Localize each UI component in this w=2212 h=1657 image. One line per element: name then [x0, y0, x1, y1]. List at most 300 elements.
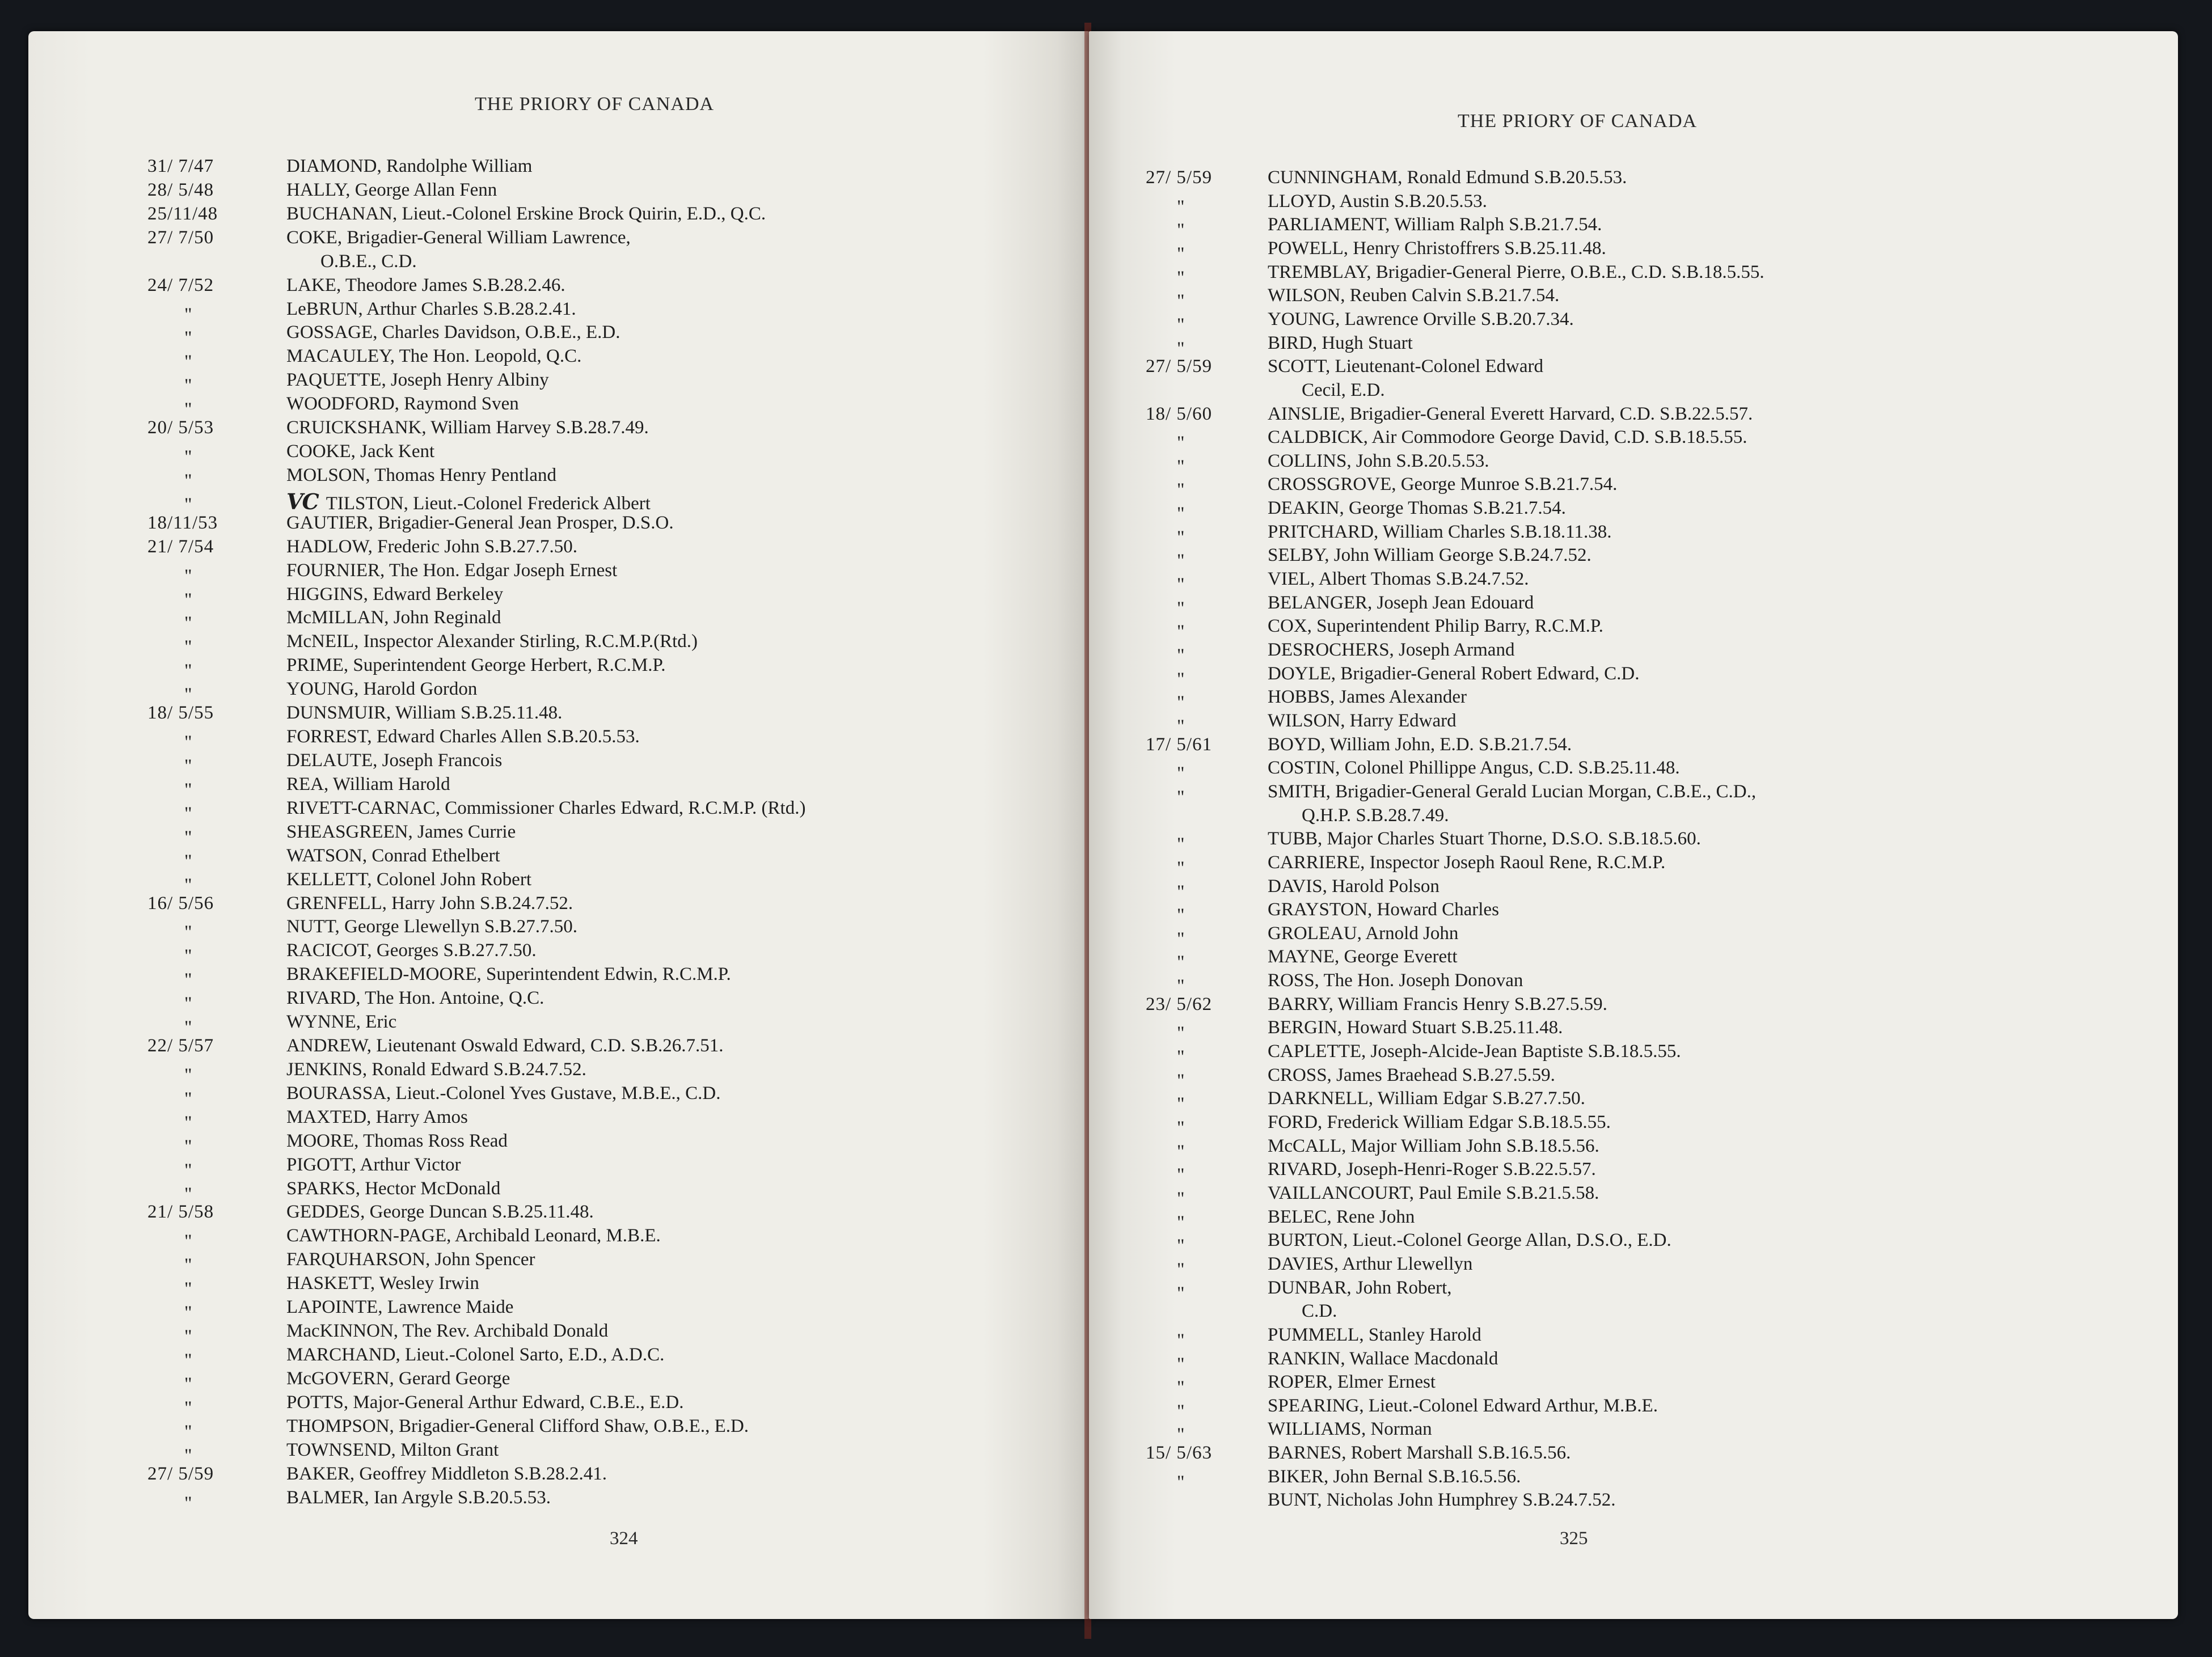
entry-date: ": [1177, 1070, 1185, 1091]
entry-row: [1089, 828, 2167, 853]
entry-row: [28, 964, 1061, 989]
entry-name: McMILLAN, John Reginald: [286, 607, 501, 628]
entry-row: [28, 1107, 1061, 1132]
entry-date: ": [184, 470, 193, 491]
entry-date: ": [184, 494, 193, 515]
entry-name: GROLEAU, Arnold John: [1268, 923, 1459, 944]
entry-row: [1089, 1349, 2167, 1373]
entry-row: [1089, 923, 2167, 948]
entry-date: ": [1177, 291, 1185, 312]
entry-row: [28, 299, 1061, 324]
entry-row: [1089, 1183, 2167, 1208]
entry-name: SCOTT, Lieutenant-Colonel Edward: [1268, 356, 1544, 377]
entry-date: ": [1177, 220, 1185, 241]
entry-date: ": [184, 661, 193, 682]
entry-name: VAILLANCOURT, Paul Emile S.B.21.5.58.: [1268, 1182, 1599, 1203]
entry-date: ": [1177, 456, 1185, 477]
entry-name: GRAYSTON, Howard Charles: [1268, 899, 1499, 920]
entry-date: 17/ 5/61: [1146, 734, 1213, 755]
entry-row: [28, 180, 1061, 205]
entry-row: [1089, 970, 2167, 995]
entry-row: [1089, 876, 2167, 901]
entry-date: 25/11/48: [147, 203, 218, 224]
entry-date: ": [184, 922, 193, 943]
entry-row: [28, 869, 1061, 894]
entry-name: REA, William Harold: [286, 773, 450, 794]
entry-date: ": [1177, 1401, 1185, 1422]
entry-date: 18/ 5/60: [1146, 403, 1213, 424]
entry-name: CROSSGROVE, George Munroe S.B.21.7.54.: [1268, 474, 1618, 495]
entry-date: ": [1177, 314, 1185, 335]
entry-name: SELBY, John William George S.B.24.7.52.: [1268, 545, 1592, 566]
entry-row: [28, 822, 1061, 847]
entry-date: ": [184, 1326, 193, 1347]
entry-date: ": [1177, 857, 1185, 878]
entry-name: SPEARING, Lieut.-Colonel Edward Arthur, M.B.E.: [1268, 1395, 1658, 1416]
entry-row: [28, 893, 1061, 918]
entry-name: DUNBAR, John Robert,: [1268, 1277, 1452, 1298]
entry-date: ": [1177, 243, 1185, 264]
entry-date: ": [184, 1493, 193, 1514]
entry-name: KELLETT, Colonel John Robert: [286, 869, 531, 890]
entry-name: PARLIAMENT, William Ralph S.B.21.7.54.: [1268, 214, 1602, 235]
entry-date: 27/ 5/59: [147, 1463, 214, 1484]
entry-date: ": [184, 328, 193, 349]
entry-row: [28, 846, 1061, 870]
entry-name: LLOYD, Austin S.B.20.5.53.: [1268, 191, 1487, 212]
entry-date: ": [1177, 1188, 1185, 1209]
entry-row: [28, 251, 1061, 276]
entry-row: [28, 204, 1061, 229]
entry-name: PRITCHARD, William Charles S.B.18.11.38.: [1268, 521, 1612, 542]
entry-row: [28, 1273, 1061, 1298]
entry-row: [1089, 333, 2167, 358]
entry-name: RIVARD, Joseph-Henri-Roger S.B.22.5.57.: [1268, 1159, 1596, 1180]
entry-date: ": [184, 1255, 193, 1276]
entry-row: [1089, 1419, 2167, 1444]
left-page: [28, 31, 1089, 1619]
entry-row: [28, 940, 1061, 965]
entry-date: ": [184, 803, 193, 824]
entry-row: [1089, 1017, 2167, 1042]
entry-row: [1089, 1466, 2167, 1491]
entry-date: ": [184, 1350, 193, 1371]
entry-name: ROSS, The Hon. Joseph Donovan: [1268, 970, 1523, 991]
entry-name: BIRD, Hugh Stuart: [1268, 332, 1413, 353]
entry-date: ": [184, 970, 193, 991]
entry-date: ": [184, 589, 193, 610]
entry-date: ": [184, 1112, 193, 1133]
entry-name: DIAMOND, Randolphe William: [286, 156, 533, 176]
entry-date: ": [1177, 480, 1185, 501]
entry-date: ": [184, 447, 193, 468]
entry-name: BARNES, Robert Marshall S.B.16.5.56.: [1268, 1443, 1571, 1464]
entry-name: GEDDES, George Duncan S.B.25.11.48.: [286, 1202, 594, 1223]
entry-name: CUNNINGHAM, Ronald Edmund S.B.20.5.53.: [1268, 167, 1627, 188]
entry-date: ": [184, 1373, 193, 1394]
entry-row: [28, 1035, 1061, 1060]
entry-date: ": [184, 1017, 193, 1038]
entry-row: [28, 1440, 1061, 1465]
entry-row: [1089, 356, 2167, 381]
entry-date: ": [184, 1303, 193, 1324]
entry-date: ": [1177, 551, 1185, 572]
entry-date: ": [1177, 527, 1185, 548]
entry-name: DUNSMUIR, William S.B.25.11.48.: [286, 703, 563, 724]
entry-row: [28, 536, 1061, 561]
right-page: [1089, 31, 2178, 1619]
entry-name: COX, Superintendent Philip Barry, R.C.M.P.: [1268, 616, 1603, 637]
entry-name: MARCHAND, Lieut.-Colonel Sarto, E.D., A.D.C.: [286, 1345, 665, 1365]
entry-row: [28, 1083, 1061, 1108]
entry-row: [28, 1178, 1061, 1203]
entry-date: 27/ 5/59: [1146, 356, 1213, 377]
entry-date: ": [1177, 645, 1185, 666]
entry-date: ": [184, 1445, 193, 1466]
entry-name: SPARKS, Hector McDonald: [286, 1178, 501, 1199]
entry-row: [1089, 758, 2167, 783]
entry-name: NUTT, George Llewellyn S.B.27.7.50.: [286, 916, 577, 937]
entry-date: ": [1177, 433, 1185, 454]
entry-date: ": [184, 399, 193, 420]
entry-name: FOURNIER, The Hon. Edgar Joseph Ernest: [286, 560, 618, 581]
entry-date: ": [184, 946, 193, 967]
entry-name: CAWTHORN-PAGE, Archibald Leonard, M.B.E.: [286, 1225, 661, 1246]
entry-name: WILSON, Reuben Calvin S.B.21.7.54.: [1268, 285, 1560, 306]
entry-row: [28, 1249, 1061, 1274]
entry-name: CALDBICK, Air Commodore George David, C.D. S.B.18.5.55.: [1268, 427, 1747, 448]
entry-date: ": [184, 684, 193, 705]
entry-row: [28, 1416, 1061, 1441]
entry-name: VIEL, Albert Thomas S.B.24.7.52.: [1268, 569, 1529, 590]
entry-row: [1089, 474, 2167, 499]
entry-date: ": [1177, 338, 1185, 359]
entry-date: ": [1177, 1259, 1185, 1280]
entry-row: [1089, 191, 2167, 216]
entry-date: ": [1177, 1472, 1185, 1493]
entry-date: ": [184, 994, 193, 1015]
entry-row: [28, 1321, 1061, 1346]
entry-row: [1089, 238, 2167, 263]
entry-name: PAQUETTE, Joseph Henry Albiny: [286, 370, 549, 391]
entry-row: [1089, 262, 2167, 287]
entry-row: [1089, 852, 2167, 877]
entry-date: ": [1177, 669, 1185, 690]
entry-date: ": [184, 565, 193, 586]
entry-name: PIGOTT, Arthur Victor: [286, 1154, 461, 1175]
entry-row: [1089, 687, 2167, 712]
entry-date: ": [1177, 1424, 1185, 1445]
entry-row: [1089, 899, 2167, 924]
entry-row: [28, 988, 1061, 1013]
entry-row: [28, 1368, 1061, 1393]
entry-name: RIVARD, The Hon. Antoine, Q.C.: [286, 988, 544, 1009]
entry-name: RIVETT-CARNAC, Commissioner Charles Edward, R.C.M.P. (Rtd.): [286, 797, 806, 818]
entry-name: COOKE, Jack Kent: [286, 441, 435, 462]
entry-row: [1089, 545, 2167, 570]
entry-name: Q.H.P. S.B.28.7.49.: [1302, 805, 1449, 826]
entry-date: 27/ 7/50: [147, 227, 214, 248]
entry-name: TOWNSEND, Milton Grant: [286, 1439, 499, 1460]
entry-date: ": [1177, 574, 1185, 595]
entry-date: ": [184, 1136, 193, 1157]
entry-row: [1089, 1254, 2167, 1279]
entry-name: BARRY, William Francis Henry S.B.27.5.59.: [1268, 994, 1607, 1015]
entry-name: DESROCHERS, Joseph Armand: [1268, 640, 1515, 660]
entry-date: 23/ 5/62: [1146, 994, 1213, 1015]
entry-name: YOUNG, Lawrence Orville S.B.20.7.34.: [1268, 308, 1574, 329]
entry-date: ": [1177, 881, 1185, 902]
entry-date: ": [184, 1160, 193, 1181]
entry-name: BELANGER, Joseph Jean Edouard: [1268, 592, 1534, 613]
entry-row: [1089, 1443, 2167, 1468]
entry-name: HADLOW, Frederic John S.B.27.7.50.: [286, 536, 577, 557]
entry-row: [1089, 569, 2167, 594]
entry-row: [1089, 711, 2167, 735]
entry-name: CROSS, James Braehead S.B.27.5.59.: [1268, 1064, 1555, 1085]
entry-name: LeBRUN, Arthur Charles S.B.28.2.41.: [286, 298, 576, 319]
entry-name: POTTS, Major-General Arthur Edward, C.B.E., E.D.: [286, 1392, 684, 1413]
entry-row: [28, 1225, 1061, 1250]
entry-row: [28, 703, 1061, 728]
entry-date: ": [1177, 928, 1185, 949]
entry-date: ": [1177, 1354, 1185, 1375]
entry-date: ": [184, 1231, 193, 1252]
entry-row: [28, 1155, 1061, 1180]
entry-name: [286, 489, 651, 514]
entry-row: [1089, 1159, 2167, 1184]
entry-row: [1089, 1065, 2167, 1090]
entry-date: ": [1177, 1023, 1185, 1044]
entry-name: GOSSAGE, Charles Davidson, O.B.E., E.D.: [286, 322, 620, 343]
entry-name: THOMPSON, Brigadier-General Clifford Shaw, O.B.E., E.D.: [286, 1415, 749, 1436]
entry-date: ": [184, 637, 193, 658]
entry-date: ": [1177, 1141, 1185, 1162]
entry-row: [28, 1464, 1061, 1489]
entry-name: PRIME, Superintendent George Herbert, R.C.M.P.: [286, 655, 666, 676]
entry-date: 15/ 5/63: [1146, 1443, 1213, 1464]
entry-name: Cecil, E.D.: [1302, 379, 1385, 400]
entry-date: ": [1177, 1236, 1185, 1257]
entry-row: [1089, 1301, 2167, 1326]
entry-date: ": [1177, 952, 1185, 973]
entry-name: BUCHANAN, Lieut.-Colonel Erskine Brock Quirin, E.D., Q.C.: [286, 203, 766, 224]
entry-row: [28, 1131, 1061, 1156]
entry-row: [1089, 1278, 2167, 1303]
entry-row: [1089, 285, 2167, 310]
entry-name: WATSON, Conrad Ethelbert: [286, 845, 500, 866]
entry-date: 21/ 7/54: [147, 536, 214, 557]
entry-name: AINSLIE, Brigadier-General Everett Harvard, C.D. S.B.22.5.57.: [1268, 403, 1753, 424]
entry-date: ": [1177, 598, 1185, 619]
entry-row: [1089, 167, 2167, 192]
entry-name: FARQUHARSON, John Spencer: [286, 1249, 535, 1270]
entry-row: [28, 1392, 1061, 1417]
entry-row: [1089, 1207, 2167, 1232]
entry-date: ": [184, 304, 193, 325]
entry-row: [28, 394, 1061, 419]
entry-name: BOYD, William John, E.D. S.B.21.7.54.: [1268, 734, 1572, 755]
entry-date: ": [184, 1397, 193, 1418]
entry-name: ROPER, Elmer Ernest: [1268, 1372, 1436, 1393]
entry-row: [1089, 1372, 2167, 1397]
entry-row: [1089, 309, 2167, 334]
entry-row: [1089, 1490, 2167, 1515]
entry-date: ": [1177, 622, 1185, 642]
entry-row: [1089, 1136, 2167, 1161]
entry-row: [28, 275, 1061, 300]
entry-row: [28, 774, 1061, 799]
entry-row: [1089, 1041, 2167, 1066]
page-header: THE PRIORY OF CANADA: [1458, 111, 1698, 132]
entry-date: ": [184, 756, 193, 776]
entry-date: ": [184, 732, 193, 753]
entry-date: ": [184, 352, 193, 373]
entry-row: [1089, 994, 2167, 1019]
entry-date: ": [184, 1183, 193, 1204]
entry-date: ": [184, 375, 193, 396]
entry-date: ": [1177, 267, 1185, 288]
entry-date: ": [1177, 1047, 1185, 1068]
entry-row: [1089, 734, 2167, 759]
entry-date: 16/ 5/56: [147, 893, 214, 914]
entry-name: DAVIES, Arthur Llewellyn: [1268, 1253, 1473, 1274]
entry-row: [1089, 946, 2167, 971]
entry-name: DOYLE, Brigadier-General Robert Edward, C.D.: [1268, 663, 1640, 684]
entry-date: ": [1177, 716, 1185, 737]
entry-name: HASKETT, Wesley Irwin: [286, 1273, 479, 1294]
entry-date: ": [1177, 763, 1185, 784]
entry-date: ": [1177, 787, 1185, 808]
entry-date: ": [184, 827, 193, 848]
entry-name: O.B.E., C.D.: [320, 251, 417, 272]
entry-row: [1089, 427, 2167, 452]
entry-name: YOUNG, Harold Gordon: [286, 679, 478, 700]
entry-name: HALLY, George Allan Fenn: [286, 179, 497, 200]
entry-name: BALMER, Ian Argyle S.B.20.5.53.: [286, 1487, 551, 1508]
entry-date: ": [184, 851, 193, 872]
entry-row: [28, 346, 1061, 371]
entry-name: MacKINNON, The Rev. Archibald Donald: [286, 1321, 609, 1342]
entry-row: [1089, 1396, 2167, 1421]
entry-row: [1089, 1230, 2167, 1255]
entry-name: BUNT, Nicholas John Humphrey S.B.24.7.52.: [1268, 1490, 1616, 1511]
entry-name: GRENFELL, Harry John S.B.24.7.52.: [286, 893, 573, 914]
entry-row: [28, 750, 1061, 775]
entry-row: [1089, 640, 2167, 665]
entry-date: ": [1177, 976, 1185, 997]
page-number: 324: [610, 1528, 638, 1549]
entry-name: HOBBS, James Alexander: [1268, 687, 1467, 708]
entry-name: RANKIN, Wallace Macdonald: [1268, 1348, 1498, 1369]
entry-row: [1089, 522, 2167, 547]
entry-row: [1089, 663, 2167, 688]
entry-row: [28, 631, 1061, 656]
entry-name: COKE, Brigadier-General William Lawrence,: [286, 227, 631, 248]
entry-date: 24/ 7/52: [147, 274, 214, 295]
entry-name: JENKINS, Ronald Edward S.B.24.7.52.: [286, 1059, 586, 1080]
entry-name: DARKNELL, William Edgar S.B.27.7.50.: [1268, 1088, 1585, 1109]
entry-row: [28, 227, 1061, 252]
entry-row: [1089, 1112, 2167, 1137]
entry-row: [28, 1297, 1061, 1322]
entry-date: 31/ 7/47: [147, 156, 214, 176]
entry-name: LAKE, Theodore James S.B.28.2.46.: [286, 274, 565, 295]
entry-row: [1089, 1088, 2167, 1113]
entry-name: POWELL, Henry Christoffrers S.B.25.11.48.: [1268, 238, 1606, 259]
entry-name: WYNNE, Eric: [286, 1012, 397, 1033]
entry-name: McCALL, Major William John S.B.18.5.56.: [1268, 1135, 1599, 1156]
entry-name: MOORE, Thomas Ross Read: [286, 1130, 508, 1151]
entry-name: CARRIERE, Inspector Joseph Raoul Rene, R.C.M.P.: [1268, 852, 1666, 873]
entry-date: ": [1177, 196, 1185, 217]
entry-name: FORREST, Edward Charles Allen S.B.20.5.53.: [286, 726, 640, 747]
entry-name: MACAULEY, The Hon. Leopold, Q.C.: [286, 346, 582, 367]
entry-name: BELEC, Rene John: [1268, 1206, 1415, 1227]
entry-row: [28, 655, 1061, 680]
entry-date: ": [1177, 1377, 1185, 1398]
entry-name: DEAKIN, George Thomas S.B.21.7.54.: [1268, 498, 1566, 519]
entry-name: RACICOT, Georges S.B.27.7.50.: [286, 940, 537, 961]
entry-date: ": [184, 1088, 193, 1109]
entry-row: [28, 916, 1061, 941]
entry-name: CAPLETTE, Joseph-Alcide-Jean Baptiste S.B.18.5.55.: [1268, 1041, 1681, 1062]
entry-name: DAVIS, Harold Polson: [1268, 876, 1440, 897]
entry-name: BIKER, John Bernal S.B.16.5.56.: [1268, 1466, 1521, 1487]
entry-date: ": [1177, 1165, 1185, 1186]
entry-row: [28, 1487, 1061, 1512]
entry-date: ": [1177, 504, 1185, 525]
entry-name: McNEIL, Inspector Alexander Stirling, R.C.M.P.(Rtd.): [286, 631, 698, 652]
entry-date: ": [184, 1279, 193, 1300]
entry-date: 27/ 5/59: [1146, 167, 1213, 188]
entry-name: FORD, Frederick William Edgar S.B.18.5.55.: [1268, 1112, 1611, 1132]
entry-row: [28, 370, 1061, 395]
entry-name: WOODFORD, Raymond Sven: [286, 394, 519, 415]
entry-date: ": [184, 874, 193, 895]
page-number: 325: [1560, 1528, 1588, 1549]
entry-date: 20/ 5/53: [147, 417, 214, 438]
entry-name: C.D.: [1302, 1301, 1337, 1322]
entry-name: BAKER, Geoffrey Middleton S.B.28.2.41.: [286, 1463, 607, 1484]
entry-name: PUMMELL, Stanley Harold: [1268, 1324, 1481, 1345]
entry-row: [28, 1059, 1061, 1084]
entry-row: [28, 560, 1061, 585]
entry-name: BERGIN, Howard Stuart S.B.25.11.48.: [1268, 1017, 1563, 1038]
entry-date: ": [184, 613, 193, 634]
entry-row: [28, 1202, 1061, 1227]
entry-row: [1089, 1325, 2167, 1350]
entry-row: [1089, 380, 2167, 405]
entry-date: ": [1177, 1118, 1185, 1138]
entry-name: ANDREW, Lieutenant Oswald Edward, C.D. S.B.26.7.51.: [286, 1035, 724, 1056]
entry-row: [1089, 805, 2167, 830]
entry-row: [1089, 404, 2167, 429]
entry-name: HIGGINS, Edward Berkeley: [286, 584, 504, 605]
entry-row: [28, 1012, 1061, 1037]
entry-name: WILLIAMS, Norman: [1268, 1419, 1432, 1440]
entry-name-text: TILSTON, Lieut.-Colonel Frederick Albert: [326, 493, 651, 514]
entry-name: McGOVERN, Gerard George: [286, 1368, 510, 1389]
entry-name: MAYNE, George Everett: [1268, 946, 1458, 967]
entry-date: ": [1177, 1212, 1185, 1233]
entry-date: 28/ 5/48: [147, 179, 214, 200]
entry-name: BRAKEFIELD-MOORE, Superintendent Edwin, R.C.M.P.: [286, 964, 731, 985]
entry-name: BURTON, Lieut.-Colonel George Allan, D.S.O., E.D.: [1268, 1230, 1671, 1251]
entry-name: GAUTIER, Brigadier-General Jean Prosper, D.S.O.: [286, 512, 674, 533]
entry-date: ": [1177, 1283, 1185, 1304]
entry-date: ": [1177, 692, 1185, 713]
